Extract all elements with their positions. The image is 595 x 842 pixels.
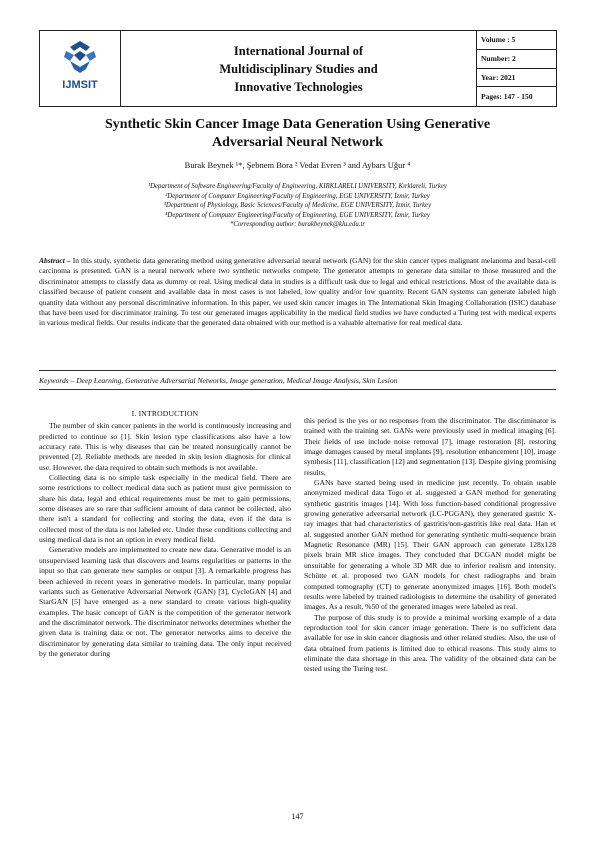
journal-meta [477, 31, 556, 106]
journal-pages: Pages: 147 - 150 [481, 92, 533, 102]
abstract [39, 256, 556, 329]
journal-logo-text: IJMSIT [62, 79, 98, 91]
journal-title [121, 31, 477, 106]
left-paragraph-2: Collecting data is no simple task especially in the medical field. There are some restrictions to collect medical data such as patient must give permission to share his data, legal and ethical requirements must be met to gain permissions, some diseases are so rare that sufficient amount of data cannot be collected, also there isn't a standard for collecting and storing the data, even if the data is collected most of the data is not labeled etc. Under these conditions collecting and using medical data is not an option in every medical field. [39, 473, 291, 545]
journal-year: Year: 2021 [477, 69, 556, 88]
keywords-top-rule [39, 370, 556, 371]
left-paragraph-3: Generative models are implemented to create new data. Generative model is an unsupervised learning task that discovers and learns regularities or patterns in the input so that can generate new samples or output [3]. A remarkable progress has been achieved in recent years in generative models. In particular, many popular variants such as Generative Adversarial Network (GAN) [3], CycleGAN [4] and StarGAN [5] have emerged as a new standard to create various high-quality examples. The basic concept of GAN is the competition of the generator network and the discriminator network. The discriminator networks determines whether the given data is training data or not. The generator networks aims to deceive the discriminator by generating data similar to training data. The only input received by the generator during [39, 545, 291, 658]
paper-title-line1: Synthetic Skin Cancer Image Data Generation Using Generative [104, 117, 491, 132]
paper-title [50, 116, 545, 152]
journal-volume: Volume : 5 [477, 31, 556, 50]
corresponding-author: *Corresponding author: burakbeynek@klu.edu.tr [229, 221, 366, 228]
journal-title-line1: International Journal of [233, 43, 364, 58]
keywords-bottom-rule [39, 389, 556, 390]
body-left-column [39, 409, 291, 659]
journal-title-line3: Innovative Technologies [234, 79, 363, 94]
abstract-text: In this study, synthetic data generating method using generative adversarial neural network (GAN) for the skin cancer types malignant melanoma and basal-cell carcinoma is presented. GAN is a neural network where two synthetic networks compete. The generator attempts to generate data similar to those measured and the discriminator attempts to classify data as dummy or real. Using medical data in studies is a difficult task due to legal and ethical restrictions. Most of the available data is classified because of patient consent and available data in most cases is not labeled, low quality and/or low quantity. Recent GAN systems can generate labeled high quantity data without any personal discriminative information. In this paper, we used skin cancer images in The International Skin Imaging Collaboration (ISIC) database that have been used for discriminator training. To test our generated images applicability in the medical field studies we have conducted a Turing test with medical experts in various medical fields. Our results indicate that the generated data obtained with our method is a valuable alternative for real medical data. [39, 256, 556, 328]
keywords: Keywords – Deep Learning, Generative Adversarial Networks, Image generation, Medical Image Analysis, Skin Lesion [39, 376, 398, 385]
journal-logo [40, 31, 121, 106]
affiliation-3: ³Department of Physiology, Basic Sciences/Faculty of Medicine, EGE UNIVERSITY, İzmir, Turkey [163, 202, 432, 209]
journal-number: Number: 2 [477, 50, 556, 69]
page-number: 147 [291, 812, 304, 821]
section-heading: I. INTRODUCTION [131, 409, 199, 418]
journal-header [39, 30, 557, 107]
affiliation-2: ²Department of Computer Engineering/Faculty of Engineering, EGE UNIVERSITY, İzmir, Turkey [165, 192, 430, 200]
abstract-label: Abstract – [39, 256, 71, 265]
journal-logo-icon [60, 39, 100, 77]
affiliation-1: ¹Department of Software Engineering/Faculty of Engineering, KIRKLARELI UNIVERSITY, Kırklareli, Turkey [148, 183, 447, 190]
paper-affiliations [50, 182, 545, 230]
right-paragraph-3: The purpose of this study is to provide a minimal working example of a data reproduction tool for skin cancer image generation. There is no sufficient data available for use in skin cancer diagnosis and other related studies. Also, the use of data obtained from patients is limited due to ethical reasons. This study aims to eliminate the data shortage in this area. The validity of the obtained data can be tested using the Turing test. [304, 612, 556, 674]
body-right-column [304, 416, 556, 675]
paper-authors: Burak Beynek ¹*, Şebnem Bora ² Vedat Evren ³ and Aybars Uğur ⁴ [184, 160, 411, 170]
paper-title-line2: Adversarial Neural Network [211, 135, 384, 150]
journal-title-line2: Multidisciplinary Studies and [219, 61, 378, 76]
left-paragraph-1: The number of skin cancer patients in the world is continuously increasing and predicted to continue so [1]. Skin lesion type classifications also have a low accuracy rate. This is why diseases that can be treated nonsurgically cannot be prevented [2]. Reliable methods are needed in skin lesion diagnosis for clinical use. However, the data required to obtain such methods is not available. [39, 421, 291, 472]
right-paragraph-1: this period is the yes or no responses from the discriminator. The discriminator is trained with the training set. GANs were previously used in medical imaging [6]. Their fields of use include noise removal [7], image restoration [8], restoring image damages caused by metal implants [9], resolution enhancement [10], image synthesis [11], classification [12] and segmentation [13]. Despite giving promising results, [304, 416, 556, 477]
right-paragraph-2: GANs have started being used in medicine just recently. To obtain usable anonymized medical data Togo et al. suggested a GAN method for generating synthetic gastritis images [14]. With loss function-based conditional progressive growing generative adversarial network (LC-PGGAN), they generated gastric X-ray images that had characteristics of gastritis/non-gastritis like real data. Han et al. suggested another GAN method for generating synthetic multi-sequence brain Magnetic Resonance (MR) [15]. Their GAN approach can generate 128x128 pixels brain MR slice images. They concluded that DCGAN model might be unsuitable for generating a whole 3D MR due to inferior realism and intensity. Schütte et al. proposed two GAN models for chest radiographs and brain computed tomography (CT) to generate anonymized images [16]. Both model's results were labeled by trained radiologists to determine the usability of generated images. As a result, %50 of the generated images were labeled as real. [304, 478, 556, 612]
affiliation-4: ⁴Department of Computer Engineering/Faculty of Engineering, EGE UNIVERSITY, İzmir, Turkey [165, 211, 430, 219]
